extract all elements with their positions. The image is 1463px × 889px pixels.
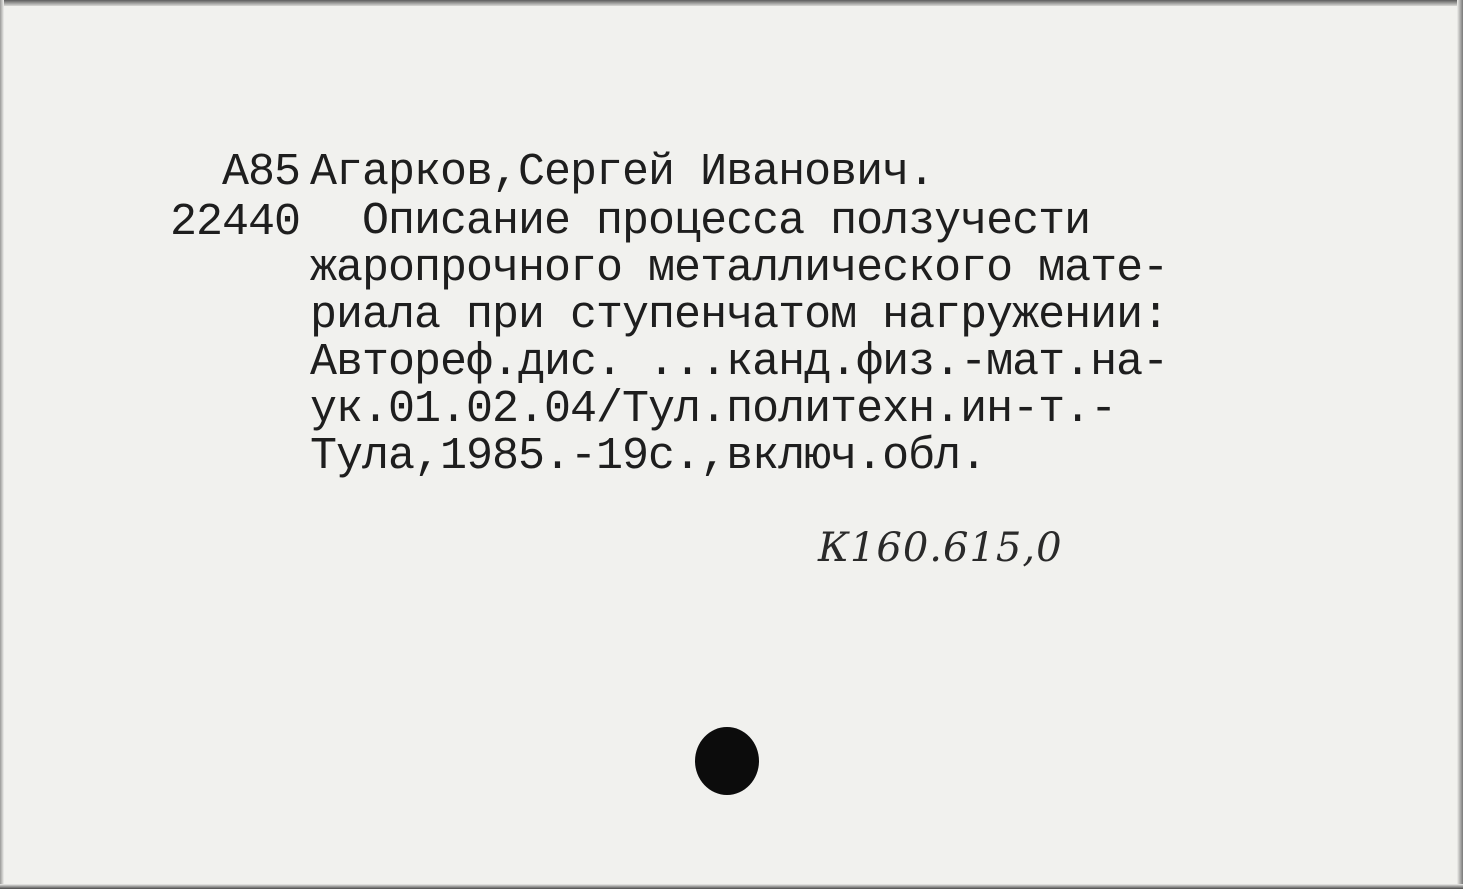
title-line-2: жаропрочного металлического мате- — [310, 243, 1169, 294]
punch-hole — [695, 727, 759, 795]
call-number-class: А85 — [221, 147, 300, 198]
title-line-1: Описание процесса ползучести — [310, 196, 1091, 247]
call-number-id: 22440 — [169, 197, 300, 248]
title-line-3: риала при ступенчатом нагружении: — [310, 290, 1169, 341]
card-right-edge — [1457, 0, 1463, 889]
card-bottom-edge — [0, 884, 1463, 889]
card-top-edge — [0, 0, 1463, 6]
handwritten-shelf-mark: К160.615,0 — [818, 525, 1063, 571]
description-line-1: Автореф.дис. ...канд.физ.-мат.на- — [310, 337, 1169, 388]
author-line: Агарков,Сергей Иванович. — [310, 147, 935, 198]
bibliographic-record — [310, 148, 1250, 480]
call-number — [140, 148, 300, 248]
description-line-2: ук.01.02.04/Тул.политехн.ин-т.- — [310, 384, 1117, 435]
description-line-3: Тула,1985.-19с.,включ.обл. — [310, 431, 987, 482]
card-left-edge — [0, 0, 4, 889]
